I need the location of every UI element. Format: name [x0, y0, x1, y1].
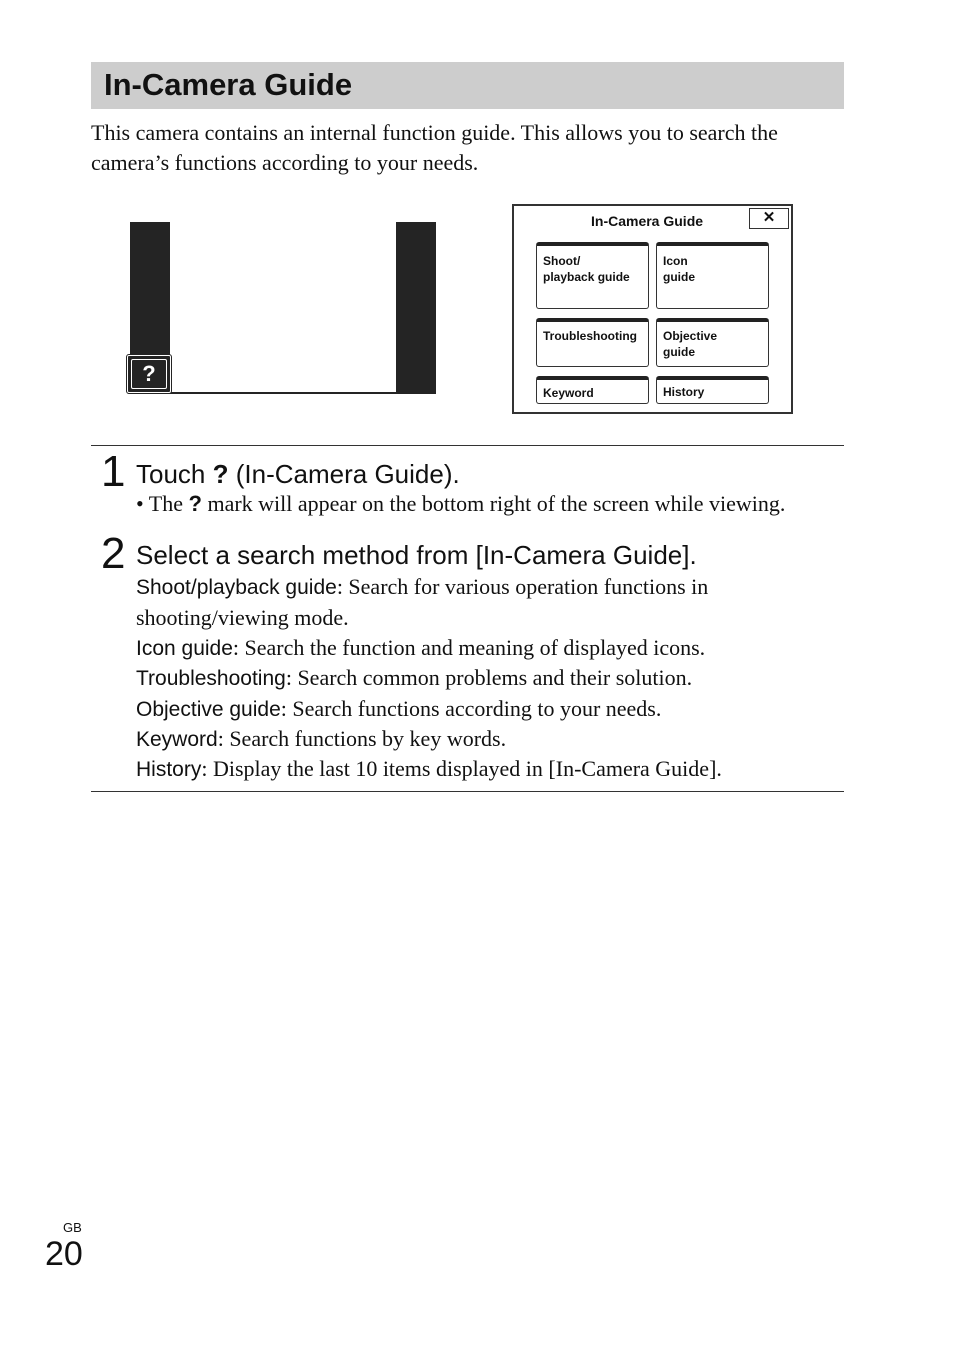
step-1-number: 1: [101, 447, 126, 496]
menu-button-shoot-playback-guide: Shoot/ playback guide: [536, 242, 649, 309]
menu-button-icon-guide: Icon guide: [656, 242, 769, 309]
screen-right-bar: [396, 222, 436, 394]
menu-button-troubleshooting: Troubleshooting: [536, 318, 649, 367]
menu-button-objective-guide: Objective guide: [656, 318, 769, 367]
intro-paragraph: This camera contains an internal function guide. This allows you to search the camera’s functions according to your needs.: [91, 120, 778, 175]
step-1-title: [136, 459, 460, 489]
step-2-item-history: [136, 754, 722, 785]
item-desc: : Display the last 10 items displayed in [In-Camera Guide].: [201, 756, 722, 781]
step-2-item-shoot-playback-guide: [136, 572, 708, 603]
menu-button-keyword: Keyword: [536, 376, 649, 404]
close-icon: ✕: [749, 208, 789, 229]
item-desc: : Search functions by key words.: [217, 726, 507, 751]
step-2-item-shoot-playback-guide-cont: shooting/viewing mode.: [136, 605, 349, 630]
step-1-title-suffix: (In-Camera Guide).: [235, 459, 460, 489]
item-term: History: [136, 758, 202, 781]
question-mark-icon: ?: [212, 459, 229, 489]
item-term: Objective guide: [136, 698, 281, 721]
section-title: In-Camera Guide: [104, 67, 353, 102]
step-1-bullet-suffix: mark will appear on the bottom right of the screen while viewing.: [207, 491, 786, 516]
question-mark-icon: ?: [188, 491, 202, 516]
step-1-bullet-prefix: • The: [136, 491, 184, 516]
page-language-code: GB: [63, 1220, 82, 1235]
camera-screen-illustration: [130, 222, 436, 394]
step-2-item-icon-guide: [136, 633, 705, 664]
item-term: Keyword: [136, 728, 218, 751]
item-desc: : Search for various operation functions in: [336, 574, 709, 599]
step-2-item-troubleshooting: [136, 663, 692, 694]
divider-bottom: [91, 791, 844, 792]
item-desc: : Search the function and meaning of displayed icons.: [232, 635, 706, 660]
step-2-number: 2: [101, 529, 126, 578]
item-term: Shoot/playback guide: [136, 576, 337, 599]
menu-title: In-Camera Guide: [591, 213, 704, 229]
step-2-item-keyword: [136, 724, 506, 755]
screen-bottom-border: [170, 392, 396, 394]
step-1-title-prefix: Touch: [136, 459, 206, 489]
in-camera-guide-button: [127, 355, 171, 393]
question-mark-icon: ?: [131, 359, 167, 389]
step-2-title: Select a search method from [In-Camera Guide].: [136, 540, 697, 570]
item-term: Icon guide: [136, 637, 233, 660]
menu-button-history: History: [656, 376, 769, 404]
page-number: 20: [45, 1235, 83, 1273]
step-2-item-objective-guide: [136, 694, 661, 725]
step-1-bullet: [136, 490, 785, 518]
divider-top: [91, 445, 844, 446]
item-desc: : Search common problems and their solution.: [285, 665, 693, 690]
item-desc: : Search functions according to your needs.: [280, 696, 662, 721]
item-term: Troubleshooting: [136, 667, 286, 690]
